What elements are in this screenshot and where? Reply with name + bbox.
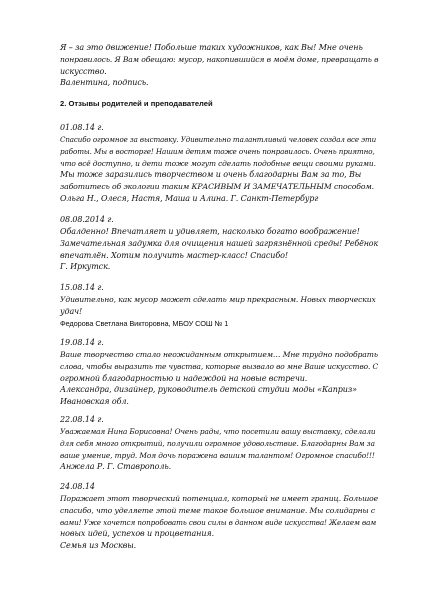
- review-line: впечатлён. Хотим получить мастер-класс! Спасибо!: [60, 250, 288, 260]
- review-signature: Г. Иркутск.: [60, 262, 111, 272]
- review-signature-region: Ивановская обл.: [60, 397, 129, 407]
- review-line: вами! Уже хочется попробовать свои силы в данном виде искусства! Желаем вам: [60, 517, 377, 527]
- review-line: Обалденно! Впечатляет и удивляет, насколько богато воображение!: [60, 227, 360, 236]
- review-date: 15.08.14 г.: [60, 283, 104, 292]
- intro-line: понравилось. Я Вам обещаю: мусор, накопившийся в моём доме, превращать в: [60, 54, 379, 64]
- review-date: 24.08.14: [60, 482, 95, 491]
- intro-line: Я – за это движение! Побольше таких художников, как Вы! Мне очень: [60, 43, 363, 52]
- review-2: [60, 214, 378, 273]
- review-4: [60, 337, 378, 408]
- review-signature: Ольга Н., Олеся, Настя, Маша и Алина. Г. Санкт-Петербург: [60, 193, 319, 203]
- review-date: 22.08.14 г.: [60, 415, 104, 424]
- review-date: 01.08.14 г.: [60, 123, 104, 132]
- review-3: [60, 282, 378, 329]
- review-line: ваше умение, труд. Моя дочь поражена вашим талантом! Огромное спасибо!!!: [60, 450, 375, 460]
- review-line: Мы тоже заразились творчеством и очень благодарны Вам за то, Вы: [60, 170, 362, 180]
- intro-line: искусство.: [60, 66, 107, 76]
- section-heading: 2. Отзывы родителей и преподавателей: [60, 99, 213, 108]
- review-line: слова, чтобы выразить те чувства, которые вызвало во мне Ваше искусство. С: [60, 361, 379, 371]
- review-6: [60, 481, 378, 552]
- review-line: новых идей, успехов и процветания.: [60, 529, 215, 539]
- review-line: Спасибо огромное за выставку. Удивительно талантливый человек создал все эти: [60, 135, 377, 144]
- review-line: что всё доступно, и дети тоже могут сделать подобные вещи своими руками.: [60, 158, 376, 168]
- review-line: удач!: [60, 306, 83, 316]
- review-line: работы. Мы в восторге! Нашим детям тоже очень понравилось. Очень приятно,: [60, 146, 375, 156]
- review-signature: Анжела Р. Г. Ставрополь.: [60, 462, 172, 472]
- intro-review: [60, 42, 378, 89]
- review-line: огромной благодарностью и надеждой на новые встречи.: [60, 373, 308, 383]
- review-line: Замечательная задумка для очищения нашей загрязнённой среды! Ребёнок: [60, 238, 379, 248]
- review-line: заботитесь об экологии таким КРАСИВЫМ И ЗАМЕЧАТЕЛЬНЫМ способом.: [60, 182, 375, 192]
- review-1: [60, 122, 378, 205]
- review-5: [60, 414, 378, 473]
- review-line: Уважаемая Нина Борисовна! Очень рады, что посетили вашу выставку, сделали: [60, 427, 376, 436]
- review-signature: Семья из Москвы.: [60, 541, 137, 551]
- review-date: 19.08.14 г.: [60, 338, 104, 347]
- review-line: спасибо, что уделяете этой теме такое большое внимание. Мы солидарны с: [60, 505, 376, 515]
- review-line: Удивительно, как мусор может сделать мир прекрасным. Новых творческих: [60, 295, 376, 304]
- review-date: 08.08.2014 г.: [60, 215, 114, 224]
- review-signature: Александра, дизайнер, руководитель детской студии моды «Каприз»: [60, 385, 357, 395]
- review-line: для себя много открытий, получили огромное удовольствие. Благодарны Вам за: [60, 438, 375, 448]
- review-line: Ваше творчество стало неожиданным открытием… Мне трудно подобрать: [60, 350, 378, 359]
- review-signature: Федорова Светлана Викторовна, МБОУ СОШ № 1: [60, 318, 229, 328]
- review-line: Поражает этот творческий потенциал, который не имеет границ. Большое: [60, 494, 379, 503]
- intro-signature: Валентина, подпись.: [60, 78, 149, 88]
